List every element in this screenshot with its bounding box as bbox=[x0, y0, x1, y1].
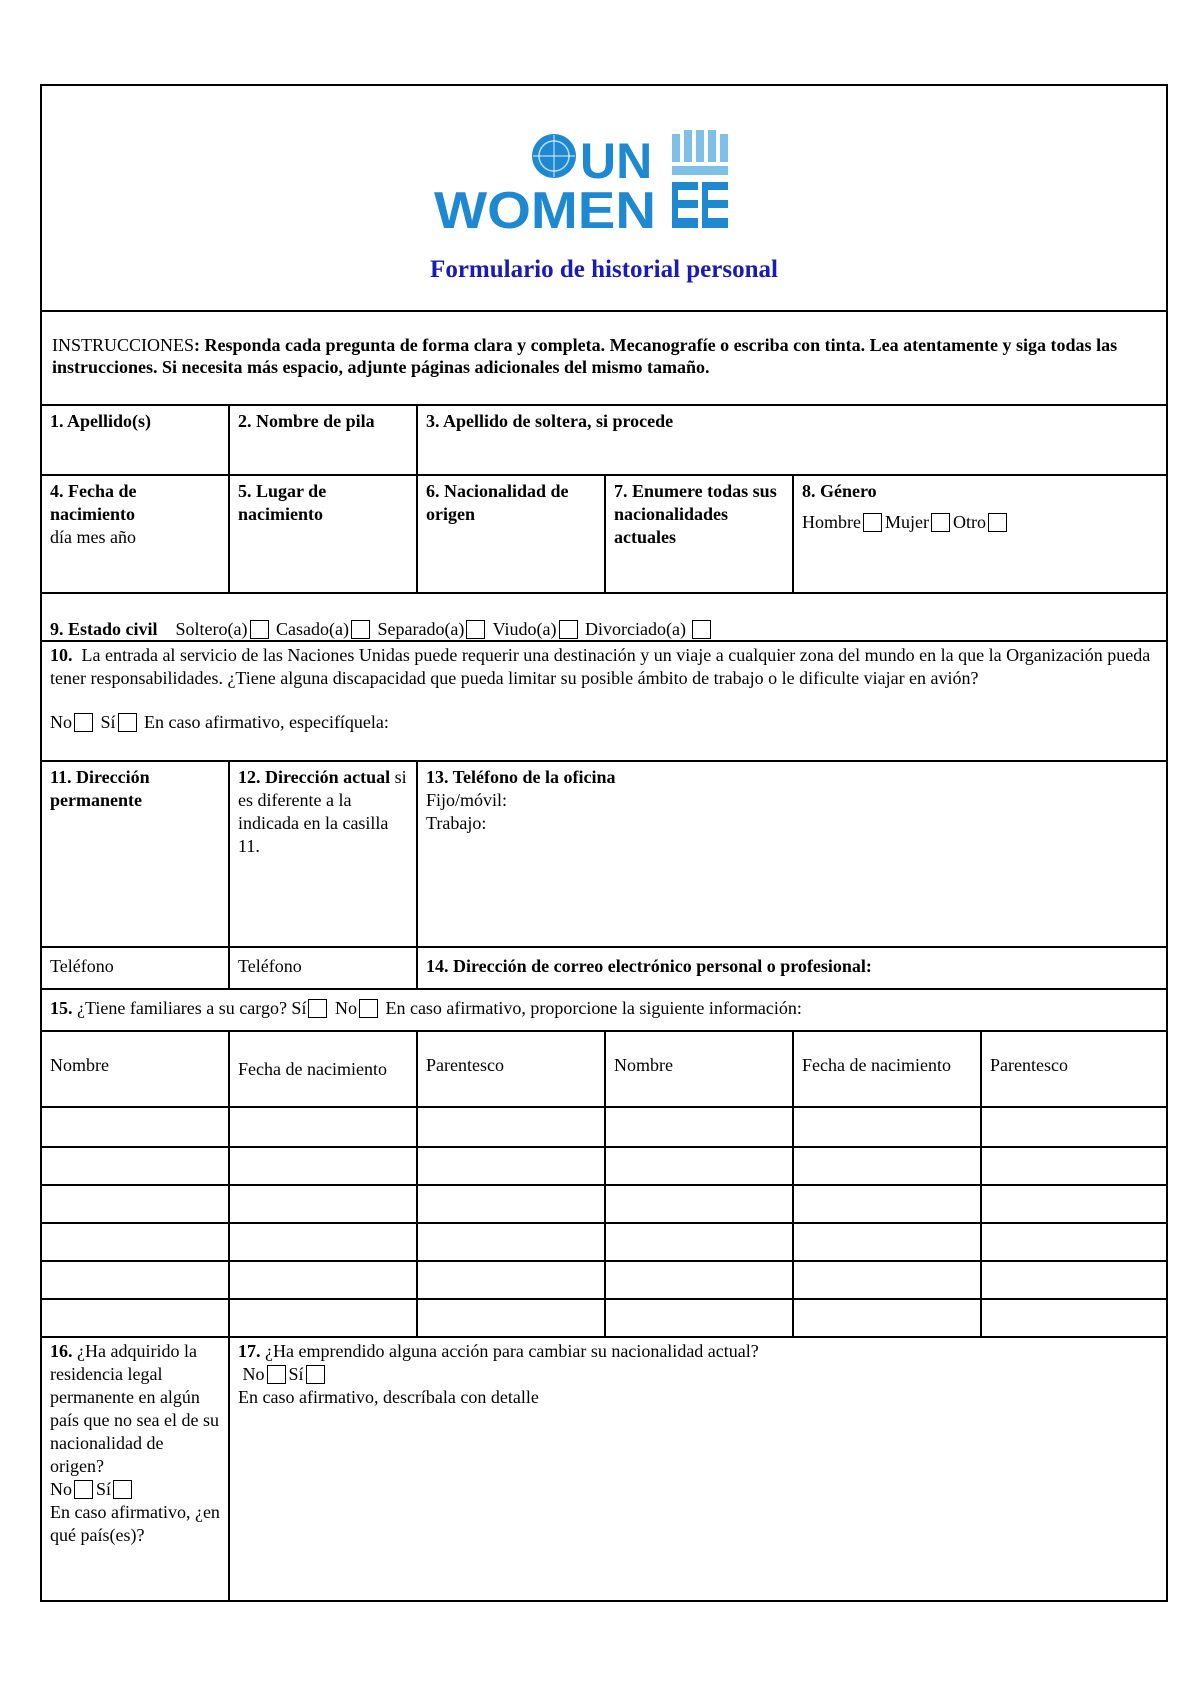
field-current-address[interactable]: 12. Dirección actual si es diferente a la indicada en la casilla 11. bbox=[230, 762, 418, 948]
row-disability: 10. La entrada al servicio de las Naciones Unidas puede requerir una destinación y un viaje a cualquier zona del mundo en la que la Organización pueda tener responsabilidades. ¿Tiene alguna discapacidad que pueda limitar su posible ámbito de trabajo o le dificulte viajar en avión? No Sí En caso afirmativo, especifíquela: bbox=[42, 642, 1166, 762]
residency-no-checkbox[interactable] bbox=[74, 1480, 93, 1499]
form-header bbox=[42, 86, 1166, 312]
residency-yes-checkbox[interactable] bbox=[113, 1480, 132, 1499]
table-cell[interactable] bbox=[42, 1262, 230, 1300]
table-cell[interactable] bbox=[982, 1262, 1166, 1300]
instructions-label: INSTRUCCIONES bbox=[52, 335, 195, 355]
table-header: Nombre bbox=[42, 1032, 230, 1108]
equality-symbol-icon bbox=[672, 130, 728, 228]
table-cell[interactable] bbox=[418, 1300, 606, 1338]
table-cell[interactable] bbox=[418, 1224, 606, 1262]
dependents-table bbox=[42, 1032, 1166, 1338]
table-cell[interactable] bbox=[794, 1148, 982, 1186]
field-birth-date[interactable]: 4. Fecha de nacimiento día mes año bbox=[42, 476, 230, 592]
row-residency bbox=[42, 1338, 1166, 1600]
row-addresses bbox=[42, 762, 1166, 948]
nationality-change-yes-checkbox[interactable] bbox=[306, 1365, 325, 1384]
field-nationality-change: 17. ¿Ha emprendido alguna acción para cambiar su nacionalidad actual? No Sí En caso afirmativo, descríbala con detalle bbox=[238, 1341, 759, 1407]
separated-checkbox[interactable] bbox=[466, 620, 485, 639]
field-current-nationalities[interactable]: 7. Enumere todas sus nacionalidades actuales bbox=[606, 476, 794, 592]
table-cell[interactable] bbox=[418, 1108, 606, 1148]
table-header: Fecha de nacimiento bbox=[794, 1032, 982, 1108]
row-names bbox=[42, 406, 1166, 476]
svg-text:WOMEN: WOMEN bbox=[434, 182, 656, 230]
table-cell[interactable] bbox=[606, 1262, 794, 1300]
form-page bbox=[40, 84, 1168, 1602]
table-cell[interactable] bbox=[418, 1262, 606, 1300]
table-cell[interactable] bbox=[982, 1148, 1166, 1186]
un-women-logo bbox=[432, 122, 772, 230]
field-phone-current[interactable]: Teléfono bbox=[230, 948, 418, 988]
table-cell[interactable] bbox=[982, 1300, 1166, 1338]
table-cell[interactable] bbox=[42, 1186, 230, 1224]
table-cell[interactable] bbox=[230, 1262, 418, 1300]
dependents-no-checkbox[interactable] bbox=[359, 999, 378, 1018]
nationality-change-no-checkbox[interactable] bbox=[267, 1365, 286, 1384]
table-cell[interactable] bbox=[606, 1148, 794, 1186]
gender-male-checkbox[interactable] bbox=[863, 513, 882, 532]
field-office-phone[interactable]: 13. Teléfono de la oficina Fijo/móvil: Trabajo: bbox=[426, 767, 616, 833]
table-cell[interactable] bbox=[42, 1148, 230, 1186]
row-phones-email bbox=[42, 948, 1166, 990]
table-cell[interactable] bbox=[230, 1108, 418, 1148]
instructions-text: : Responda cada pregunta de forma clara y completa. Mecanografíe o escriba con tinta. Lea atentamente y siga todas las instrucciones. Si necesita más espacio, adjunte páginas adicionales del mismo tamaño. bbox=[52, 335, 1118, 377]
disability-question: La entrada al servicio de las Naciones Unidas puede requerir una destinación y un viaje a cualquier zona del mundo en la que la Organización pueda tener responsabilidades. ¿Tiene alguna discapacidad que pueda limitar su posible ámbito de trabajo o le dificulte viajar en avión? bbox=[50, 645, 1151, 688]
disability-yes-checkbox[interactable] bbox=[118, 713, 137, 732]
table-header: Nombre bbox=[606, 1032, 794, 1108]
married-checkbox[interactable] bbox=[351, 620, 370, 639]
widowed-checkbox[interactable] bbox=[559, 620, 578, 639]
table-cell[interactable] bbox=[606, 1224, 794, 1262]
field-email[interactable]: 14. Dirección de correo electrónico personal o profesional: bbox=[426, 956, 872, 976]
table-cell[interactable] bbox=[982, 1108, 1166, 1148]
field-origin-nationality[interactable]: 6. Nacionalidad de origen bbox=[418, 476, 606, 592]
field-gender: 8. Género Hombre Mujer Otro bbox=[794, 476, 1166, 592]
table-cell[interactable] bbox=[794, 1224, 982, 1262]
table-cell[interactable] bbox=[418, 1148, 606, 1186]
table-cell[interactable] bbox=[230, 1186, 418, 1224]
instructions bbox=[42, 312, 1166, 406]
single-checkbox[interactable] bbox=[250, 620, 269, 639]
table-cell[interactable] bbox=[230, 1300, 418, 1338]
row-marital-status: 9. Estado civil Soltero(a) Casado(a) Separado(a) Viudo(a) Divorciado(a) bbox=[42, 594, 1166, 642]
table-cell[interactable] bbox=[982, 1224, 1166, 1262]
table-cell[interactable] bbox=[794, 1186, 982, 1224]
gender-female-checkbox[interactable] bbox=[931, 513, 950, 532]
table-cell[interactable] bbox=[606, 1108, 794, 1148]
table-cell[interactable] bbox=[794, 1262, 982, 1300]
marital-status-label: 9. Estado civil bbox=[50, 619, 158, 639]
field-surname[interactable]: 1. Apellido(s) bbox=[42, 406, 230, 474]
dependents-yes-checkbox[interactable] bbox=[308, 999, 327, 1018]
table-header: Fecha de nacimiento bbox=[230, 1032, 418, 1108]
table-cell[interactable] bbox=[230, 1148, 418, 1186]
table-cell[interactable] bbox=[606, 1300, 794, 1338]
row-dependents: 15. ¿Tiene familiares a su cargo? Sí No En caso afirmativo, proporcione la siguiente información: bbox=[42, 990, 1166, 1032]
table-cell[interactable] bbox=[982, 1186, 1166, 1224]
svg-text:UN: UN bbox=[580, 133, 653, 189]
table-cell[interactable] bbox=[42, 1300, 230, 1338]
table-cell[interactable] bbox=[794, 1300, 982, 1338]
table-cell[interactable] bbox=[42, 1224, 230, 1262]
field-birth-place[interactable]: 5. Lugar de nacimiento bbox=[230, 476, 418, 592]
table-cell[interactable] bbox=[42, 1108, 230, 1148]
divorced-checkbox[interactable] bbox=[692, 620, 711, 639]
table-cell[interactable] bbox=[606, 1186, 794, 1224]
disability-no-checkbox[interactable] bbox=[74, 713, 93, 732]
row-birth bbox=[42, 476, 1166, 594]
table-header: Parentesco bbox=[418, 1032, 606, 1108]
table-cell[interactable] bbox=[794, 1108, 982, 1148]
table-cell[interactable] bbox=[418, 1186, 606, 1224]
page-title: Formulario de historial personal bbox=[430, 256, 778, 283]
table-cell[interactable] bbox=[230, 1224, 418, 1262]
field-residency: 16. ¿Ha adquirido la residencia legal permanente en algún país que no sea el de su nacionalidad de origen? No Sí En caso afirmativo, ¿en qué país(es)? bbox=[42, 1338, 230, 1600]
gender-other-checkbox[interactable] bbox=[988, 513, 1007, 532]
field-phone-permanent[interactable]: Teléfono bbox=[42, 948, 230, 988]
field-maiden-name[interactable]: 3. Apellido de soltera, si procede bbox=[426, 411, 674, 431]
field-first-name[interactable]: 2. Nombre de pila bbox=[230, 406, 418, 474]
un-emblem-icon bbox=[532, 134, 576, 178]
table-header: Parentesco bbox=[982, 1032, 1166, 1108]
field-permanent-address[interactable]: 11. Dirección permanente bbox=[42, 762, 230, 948]
